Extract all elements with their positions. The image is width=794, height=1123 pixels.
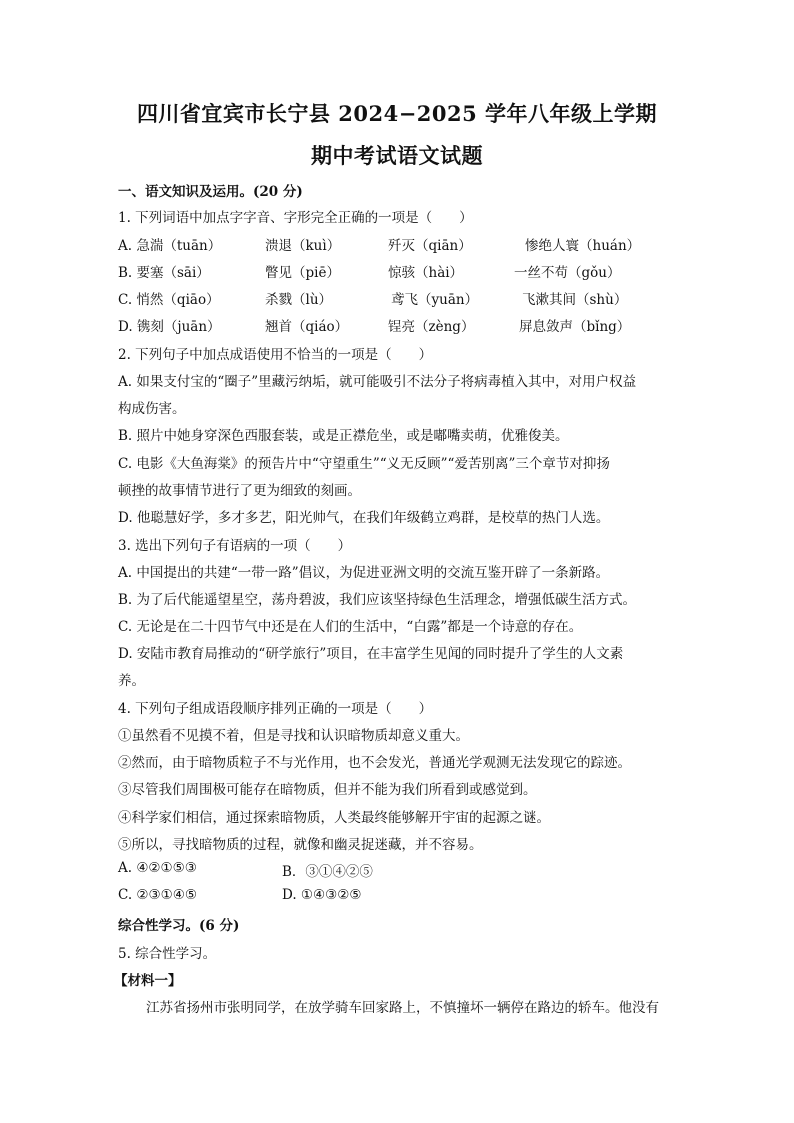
section-heading-knowledge: 一、语文知识及运用。(20 分) (118, 184, 303, 200)
q1-option-a-word1: A. 急湍（tuān） (118, 238, 222, 254)
q2-option-c-line1: C. 电影《大鱼海棠》的预告片中“守望重生”“义无反顾”“爱苦别离”三个章节对抑扬 (118, 456, 610, 472)
q3-option-d-line1: D. 安陆市教育局推动的“研学旅行”项目，在丰富学生见闻的同时提升了学生的人文素 (118, 646, 624, 662)
q3-option-d-line2: 养。 (118, 673, 145, 689)
q4-option-d: D. ①④③②⑤ (282, 887, 362, 903)
q2-option-d: D. 他聪慧好学，多才多艺，阳光帅气，在我们年级鹤立鸡群，是校草的热门人选。 (118, 510, 610, 526)
q2-option-a-line2: 构成伤害。 (118, 401, 186, 417)
q1-option-c-word3: 鸢飞（yuān） (391, 292, 479, 308)
exam-title-line2: 期中考试语文试题 (311, 143, 483, 168)
q2-option-a-line1: A. 如果支付宝的“圈子”里藏污纳垢，就可能吸引不法分子将病毒植入其中，对用户权益 (118, 374, 637, 390)
section-heading-comprehensive: 综合性学习。(6 分) (118, 918, 240, 934)
q4-sentence-3: ③尽管我们周围极可能存在暗物质，但并不能为我们所看到或感觉到。 (118, 782, 537, 798)
q4-sentence-2: ②然而，由于暗物质粒子不与光作用，也不会发光，普通光学观测无法发现它的踪迹。 (118, 755, 631, 771)
q3-option-a: A. 中国提出的共建“一带一路”倡议，为促进亚洲文明的交流互鉴开辟了一条新路。 (118, 565, 610, 581)
q4-option-a: A. ④②①⑤③ (118, 860, 197, 876)
q4-sentence-1: ①虽然看不见摸不着，但是寻找和认识暗物质却意义重大。 (118, 728, 469, 744)
q2-option-b: B. 照片中她身穿深色西服套装，或是正襟危坐，或是嘟嘴卖萌，优雅俊美。 (118, 428, 569, 444)
q3-option-c: C. 无论是在二十四节气中还是在人们的生活中，“白露”都是一个诗意的存在。 (118, 619, 583, 635)
q1-option-d-word1: D. 镌刻（juān） (118, 319, 221, 335)
q1-option-b-word3: 惊骇（hài） (388, 265, 464, 281)
q1-option-a-word3: 歼灭（qiān） (388, 238, 472, 254)
q3-option-b: B. 为了后代能遥望星空，荡舟碧波，我们应该坚持绿色生活理念，增强低碳生活方式。 (118, 592, 637, 608)
question-5: 5. 综合性学习。 (118, 946, 217, 962)
exam-title-line1: 四川省宜宾市长宁县 2024−2025 学年八年级上学期 (136, 101, 658, 126)
question-3: 3. 选出下列句子有语病的一项（ ） (118, 538, 352, 554)
q4-option-b: B．③①④②⑤ (282, 864, 373, 880)
material-1-heading: 【材料一】 (114, 973, 182, 989)
q1-option-b-word2: 瞥见（piē） (265, 265, 340, 281)
q4-sentence-4: ④科学家们相信，通过探索暗物质，人类最终能够解开宇宙的起源之谜。 (118, 810, 550, 826)
q1-option-c-word2: 杀戮（lù） (265, 292, 333, 308)
question-1: 1. 下列词语中加点字字音、字形完全正确的一项是（ ） (118, 210, 473, 226)
q1-option-a-word2: 溃退（kuì） (265, 238, 341, 254)
question-4: 4. 下列句子组成语段顺序排列正确的一项是（ ） (118, 701, 433, 717)
q4-option-c: C. ②③①④⑤ (118, 887, 197, 903)
q1-option-b-word4: 一丝不苟（gǒu） (514, 265, 621, 281)
q1-option-d-word4: 屏息敛声（bǐng） (519, 319, 631, 335)
q1-option-b-word1: B. 要塞（sāi） (118, 265, 210, 281)
q1-option-a-word4: 惨绝人寰（huán） (525, 238, 641, 254)
q1-option-d-word2: 翘首（qiáo） (265, 319, 349, 335)
q1-option-d-word3: 锃亮（zèng） (388, 319, 475, 335)
q1-option-c-word4: 飞漱其间（shù） (522, 292, 628, 308)
question-2: 2. 下列句子中加点成语使用不恰当的一项是（ ） (118, 347, 433, 363)
q4-sentence-5: ⑤所以，寻找暗物质的过程，就像和幽灵捉迷藏，并不容易。 (118, 837, 483, 853)
q1-option-c-word1: C. 悄然（qiāo） (118, 292, 220, 308)
material-1-paragraph: 江苏省扬州市张明同学，在放学骑车回家路上，不慎撞坏一辆停在路边的轿车。他没有 (146, 1000, 659, 1016)
q2-option-c-line2: 顿挫的故事情节进行了更为细致的刻画。 (118, 483, 361, 499)
